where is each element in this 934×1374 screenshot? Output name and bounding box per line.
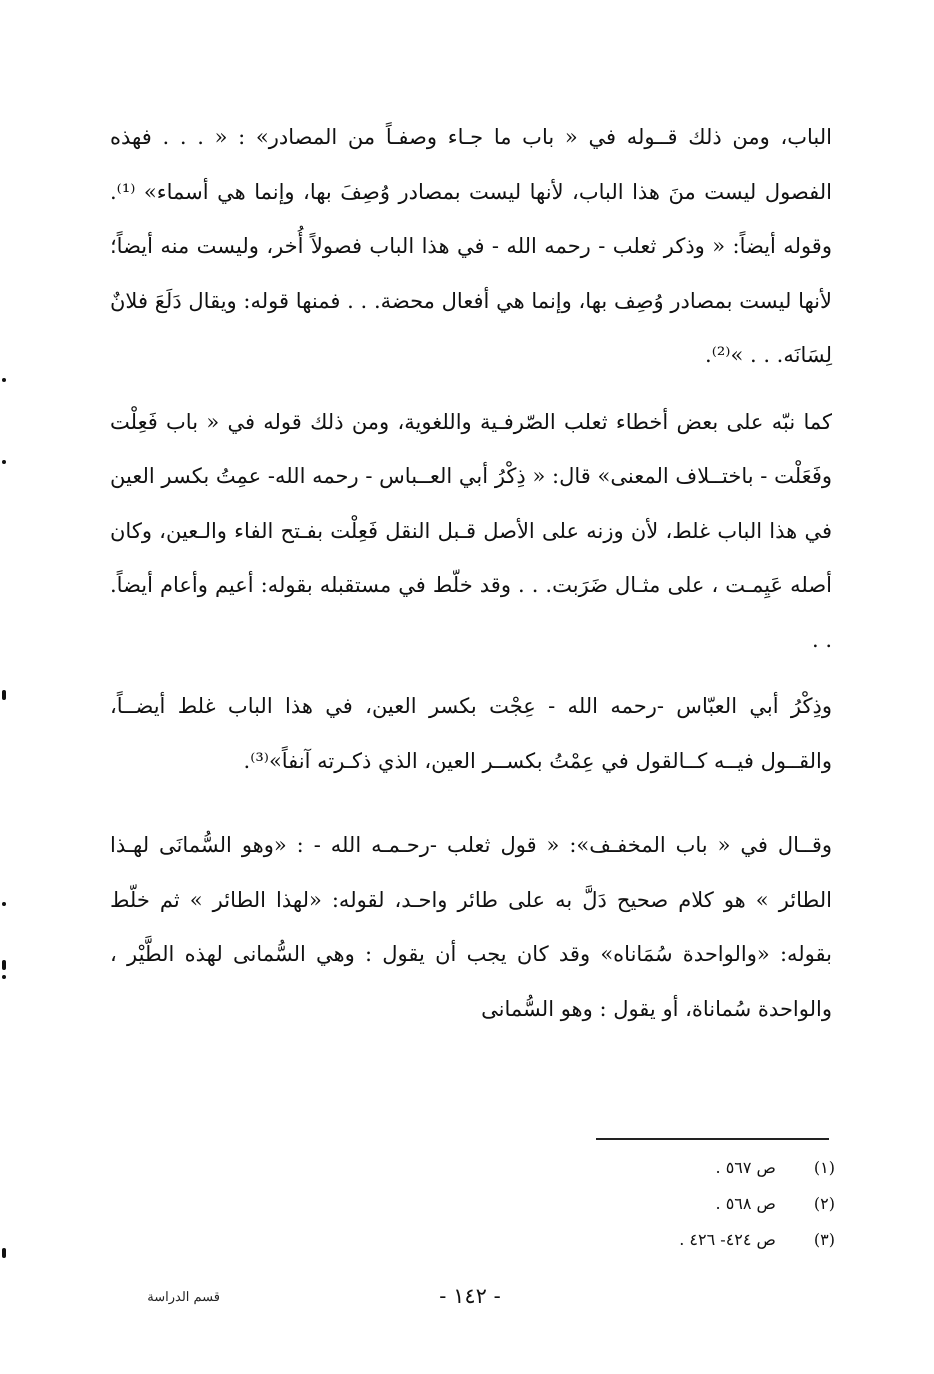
footnote [560,1186,835,1222]
footnote-text: ص ٥٦٧ . [715,1158,776,1177]
paragraph: الباب، ومن ذلك قــوله في « باب ما جـاء وصفـاً من المصادر» : « . . . فهذه الفصول ليست منَ هذا الباب، لأنها ليست بمصادر وُصِفَ بها، وإنما هي أسماء» ⁽¹⁾. وقوله أيضاً: « وذكر ثعلب - رحمه الله - في هذا الباب فصولاً أُخر، وليست منه أيضاً؛ لأنها ليست بمصادر وُصِف بها، وإنما هي أفعال محضة. . . فمنها قوله: ويقال دَلَعَ فلانٌ لِسَانَه. . . »⁽²⁾. [110,125,832,367]
margin-scan-mark [2,690,6,700]
footnotes [560,1150,835,1258]
footnote-text: ص ٥٦٨ . [715,1194,776,1213]
margin-scan-mark [2,378,6,382]
footnote-number: (٢) [813,1194,835,1213]
section-label: قسم الدراسة [147,1290,220,1305]
margin-scan-mark [2,975,6,979]
footnote-number: (١) [813,1158,835,1177]
margin-scan-mark [2,902,6,906]
footnote [560,1222,835,1258]
footnote [560,1150,835,1186]
paragraph: وقــال في « باب المخفـف»: « قول ثعلب -رحـمـه الله - : «وهو السُّمانَى لهـذا الطائر » هو كلام صحيح دَلَّ به على طائر واحـد، لقوله: «لهذا الطائر » ثم خلّط بقوله: «والواحدة سُمَاناه» وقد كان يجب أن يقول : وهي السُّمانى لهذه الطَّيْر ، والواحدة سُماناة، أو يقول : وهو السُّمانى [110,833,832,1021]
footnote-text: ص ٤٢٤- ٤٢٦ . [679,1230,776,1249]
paragraph: كما نبّه على بعض أخطاء ثعلب الصّرفـية واللغوية، ومن ذلك قوله في « باب فَعِلْت وفَعَلْت - باختــلاف المعنى» قال: « ذِكْرُ أبي العــباس - رحمه الله- عمِتُ بكسر العين في هذا الباب غلط، لأن وزنه على الأصل قـبل النقل فَعِلْت بفـتح الفاء والـعين، وكان أصله عَيِمـت ، على مثـال ضَرَبت. . . وقد خلّط في مستقبله بقوله: أعيم وأعام أيضاً. . . [110,409,832,652]
page-number: - ١٤٢ - [439,1284,501,1308]
paragraph: وذِكْرُ أبي العبّاس -رحمه الله - عِجْت بكسر العين، في هذا الباب غلط أيضــاً، والقــول فيــه كــالقول في عِمْتُ بكســر العين، الذي ذكـرته آنفاً»⁽³⁾. [110,694,832,773]
margin-scan-mark [2,1248,6,1258]
footnote-number: (٣) [813,1230,835,1249]
footnote-separator [596,1138,829,1140]
margin-scan-mark [2,460,6,464]
body-text [110,110,832,1036]
margin-scan-mark [2,960,6,970]
